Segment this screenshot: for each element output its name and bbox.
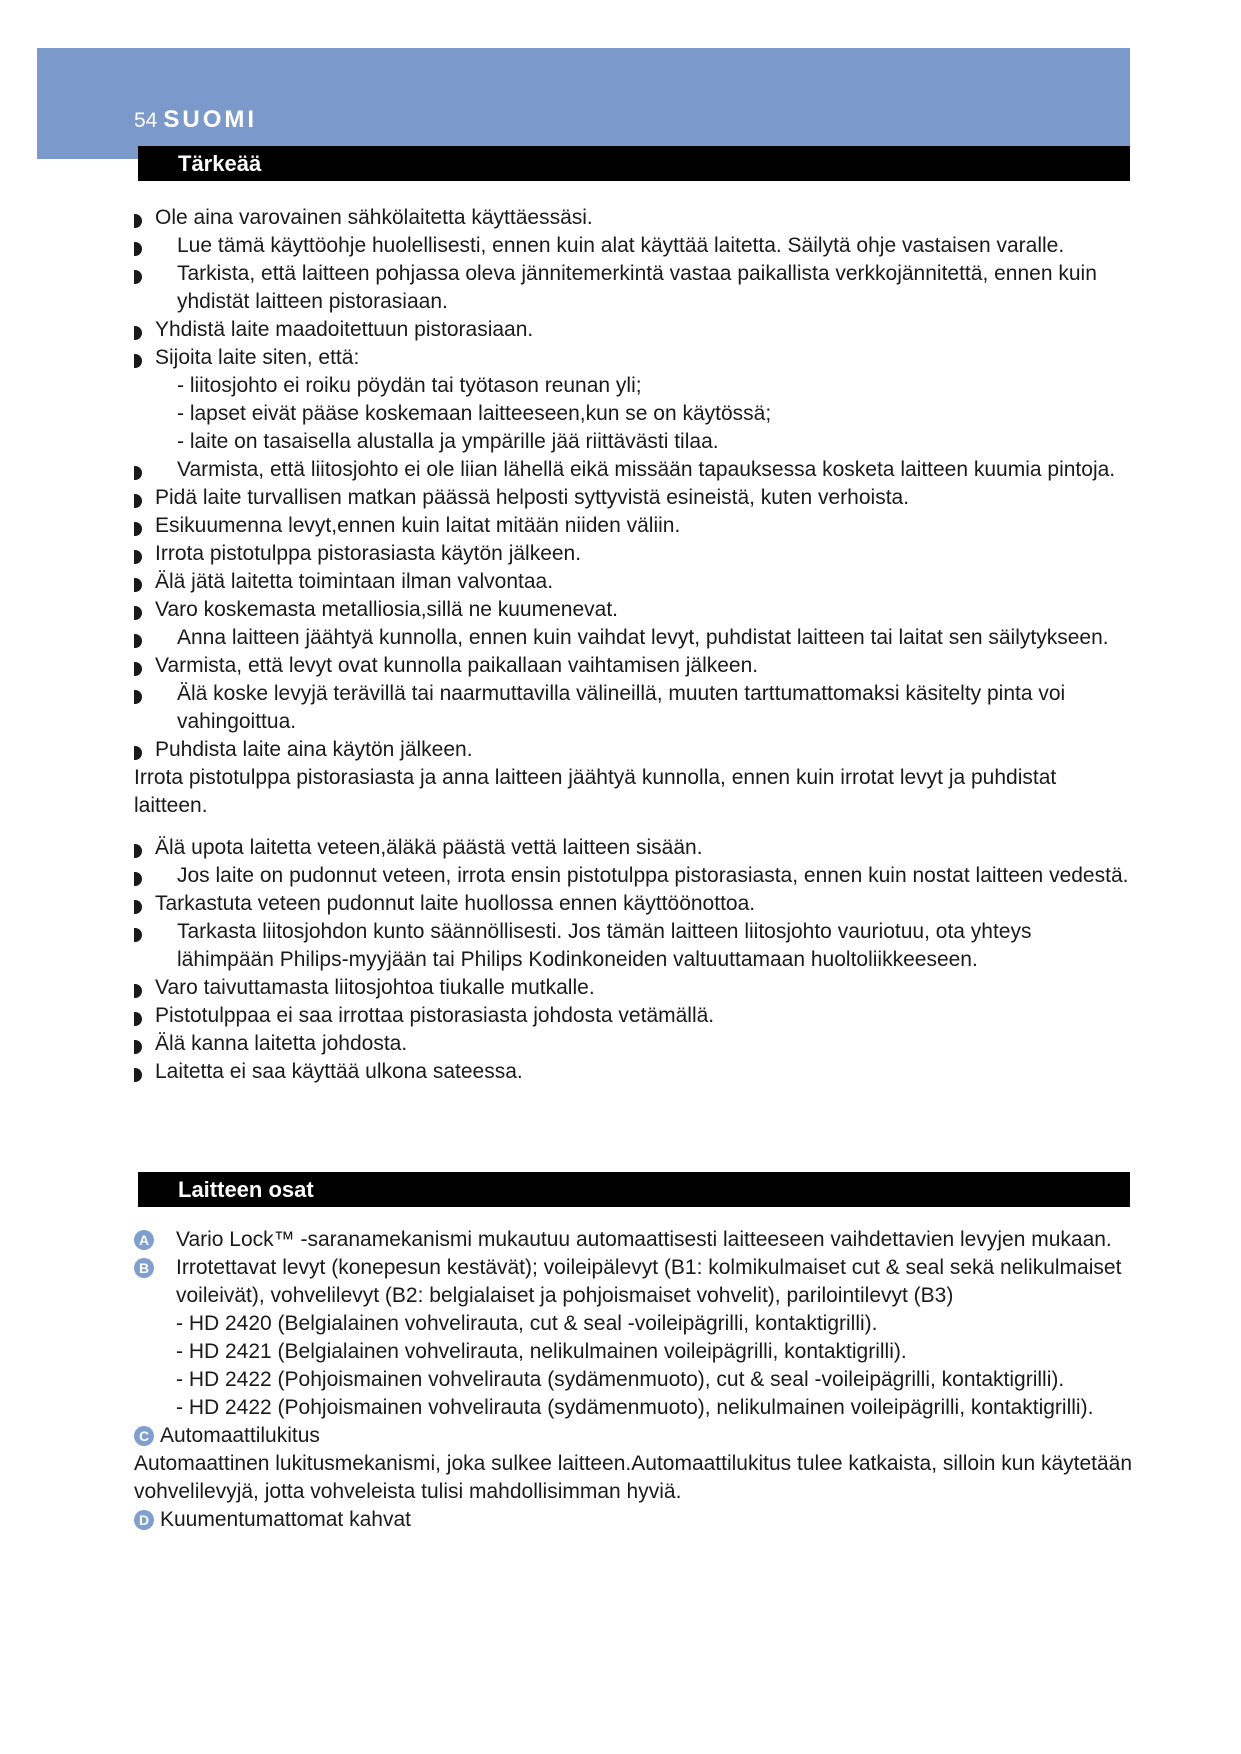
list-item: Ole aina varovainen sähkölaitetta käyttäessäsi. xyxy=(134,204,1134,232)
list-item: Puhdista laite aina käytön jälkeen. xyxy=(134,736,1134,764)
list-item: Älä koske levyjä terävillä tai naarmuttavilla välineillä, muuten tarttumattomaksi käsitelty pinta voi vahingoittua. xyxy=(134,680,1134,736)
bullet-icon xyxy=(134,1068,142,1082)
list-item: Irrota pistotulppa pistorasiasta käytön jälkeen. xyxy=(134,540,1134,568)
list-item: Tarkastuta veteen pudonnut laite huollossa ennen käyttöönottoa. xyxy=(134,890,1134,918)
list-item: Varmista, että liitosjohto ei ole liian lähellä eikä missään tapauksessa kosketa laitteen kuumia pintoja. xyxy=(134,456,1134,484)
bullet-icon xyxy=(134,214,142,228)
list-item: Varo koskemasta metalliosia,sillä ne kuumenevat. xyxy=(134,596,1134,624)
list-item: Jos laite on pudonnut veteen, irrota ensin pistotulppa pistorasiasta, ennen kuin nostat laitteen vedestä. xyxy=(134,862,1134,890)
part-item-d: D Kuumentumattomat kahvat xyxy=(134,1506,1134,1534)
letter-d-icon: D xyxy=(134,1510,154,1530)
page-number: 54 xyxy=(134,109,158,132)
list-item: Esikuumenna levyt,ennen kuin laitat mitään niiden väliin. xyxy=(134,512,1134,540)
list-item: Tarkista, että laitteen pohjassa oleva jännitemerkintä vastaa paikallista verkkojännitettä, ennen kuin yhdistät laitteen pistorasiaan. xyxy=(134,260,1134,316)
list-item: Älä jätä laitetta toimintaan ilman valvontaa. xyxy=(134,568,1134,596)
paragraph: Irrota pistotulppa pistorasiasta ja anna laitteen jäähtyä kunnolla, ennen kuin irrotat levyt ja puhdistat laitteen. xyxy=(134,766,1057,817)
section-title-parts: Laitteen osat xyxy=(138,1172,1130,1207)
list-item: Pidä laite turvallisen matkan päässä helposti syttyvistä esineistä, kuten verhoista. xyxy=(134,484,1134,512)
bullet-icon xyxy=(134,522,142,536)
list-item: Lue tämä käyttöohje huolellisesti, ennen kuin alat käyttää laitetta. Säilytä ohje vastaisen varalle. xyxy=(134,232,1134,260)
bullet-icon xyxy=(134,984,142,998)
list-item: Yhdistä laite maadoitettuun pistorasiaan. xyxy=(134,316,1134,344)
bullet-icon xyxy=(134,466,142,480)
list-item: Laitetta ei saa käyttää ulkona sateessa. xyxy=(134,1058,1134,1086)
bullet-icon xyxy=(134,1012,142,1026)
sub-item: - laite on tasaisella alustalla ja ympärille jää riittävästi tilaa. xyxy=(177,430,719,453)
bullet-icon xyxy=(134,242,142,256)
sub-item: - HD 2422 (Pohjoismainen vohvelirauta (sydämenmuoto), cut & seal -voileipägrilli, kontaktigrilli). xyxy=(176,1368,1065,1391)
bullet-icon xyxy=(134,844,142,858)
language-label: SUOMI xyxy=(163,106,258,133)
sub-item: - lapset eivät pääse koskemaan laitteeseen,kun se on käytössä; xyxy=(177,402,772,425)
sub-item: - HD 2420 (Belgialainen vohvelirauta, cut & seal -voileipägrilli, kontaktigrilli). xyxy=(176,1312,878,1335)
parts-list xyxy=(134,1226,1134,1534)
part-item-b: B Irrotettavat levyt (konepesun kestävät); voileipälevyt (B1: kolmikulmaiset cut & seal sekä nelikulmaiset voileivät), vohvelilevyt (B2: belgialaiset ja pohjoismaiset vohvelit), parilointilevyt (B3) xyxy=(134,1254,1134,1310)
part-item-c: C Automaattilukitus xyxy=(134,1422,1134,1450)
bullet-icon xyxy=(134,872,142,886)
bullet-icon xyxy=(134,662,142,676)
paragraph: Automaattinen lukitusmekanismi, joka sulkee laitteen.Automaattilukitus tulee katkaista, silloin kun käytetään vohvelilevyjä, jotta vohveleista tulisi mahdollisimman hyviä. xyxy=(134,1452,1133,1503)
sub-item: - HD 2421 (Belgialainen vohvelirauta, nelikulmainen voileipägrilli, kontaktigrilli). xyxy=(176,1340,907,1363)
list-item: Varo taivuttamasta liitosjohtoa tiukalle mutkalle. xyxy=(134,974,1134,1002)
list-item: Pistotulppaa ei saa irrottaa pistorasiasta johdosta vetämällä. xyxy=(134,1002,1134,1030)
list-item: Tarkasta liitosjohdon kunto säännöllisesti. Jos tämän laitteen liitosjohto vauriotuu, ota yhteys lähimpään Philips-myyjään tai Philips Kodinkoneiden valtuuttamaan huoltoliikkeeseen. xyxy=(134,918,1134,974)
bullet-icon xyxy=(134,606,142,620)
bullet-icon xyxy=(134,928,142,942)
bullet-icon xyxy=(134,578,142,592)
bullet-icon xyxy=(134,1040,142,1054)
important-list xyxy=(134,204,1134,1086)
letter-b-icon: B xyxy=(134,1258,154,1278)
bullet-icon xyxy=(134,900,142,914)
letter-a-icon: A xyxy=(134,1230,154,1250)
letter-c-icon: C xyxy=(134,1426,154,1446)
section-title-important: Tärkeää xyxy=(138,146,1130,181)
list-item: Sijoita laite siten, että: xyxy=(134,344,1134,372)
bullet-icon xyxy=(134,270,142,284)
list-item: Varmista, että levyt ovat kunnolla paikallaan vaihtamisen jälkeen. xyxy=(134,652,1134,680)
sub-item: - liitosjohto ei roiku pöydän tai työtason reunan yli; xyxy=(177,374,642,397)
bullet-icon xyxy=(134,746,142,760)
sub-item: - HD 2422 (Pohjoismainen vohvelirauta (sydämenmuoto), nelikulmainen voileipägrilli, kontaktigrilli). xyxy=(176,1396,1094,1419)
part-item-a: A Vario Lock™ -saranamekanismi mukautuu automaattisesti laitteeseen vaihdettavien levyjen mukaan. xyxy=(134,1226,1134,1254)
list-item: Anna laitteen jäähtyä kunnolla, ennen kuin vaihdat levyt, puhdistat laitteen tai laitat sen säilytykseen. xyxy=(134,624,1134,652)
list-item: Älä kanna laitetta johdosta. xyxy=(134,1030,1134,1058)
bullet-icon xyxy=(134,550,142,564)
bullet-icon xyxy=(134,690,142,704)
list-item: Älä upota laitetta veteen,äläkä päästä vettä laitteen sisään. xyxy=(134,834,1134,862)
header-band xyxy=(37,48,1130,159)
bullet-icon xyxy=(134,354,142,368)
bullet-icon xyxy=(134,326,142,340)
bullet-icon xyxy=(134,494,142,508)
bullet-icon xyxy=(134,634,142,648)
page-header xyxy=(134,106,257,135)
